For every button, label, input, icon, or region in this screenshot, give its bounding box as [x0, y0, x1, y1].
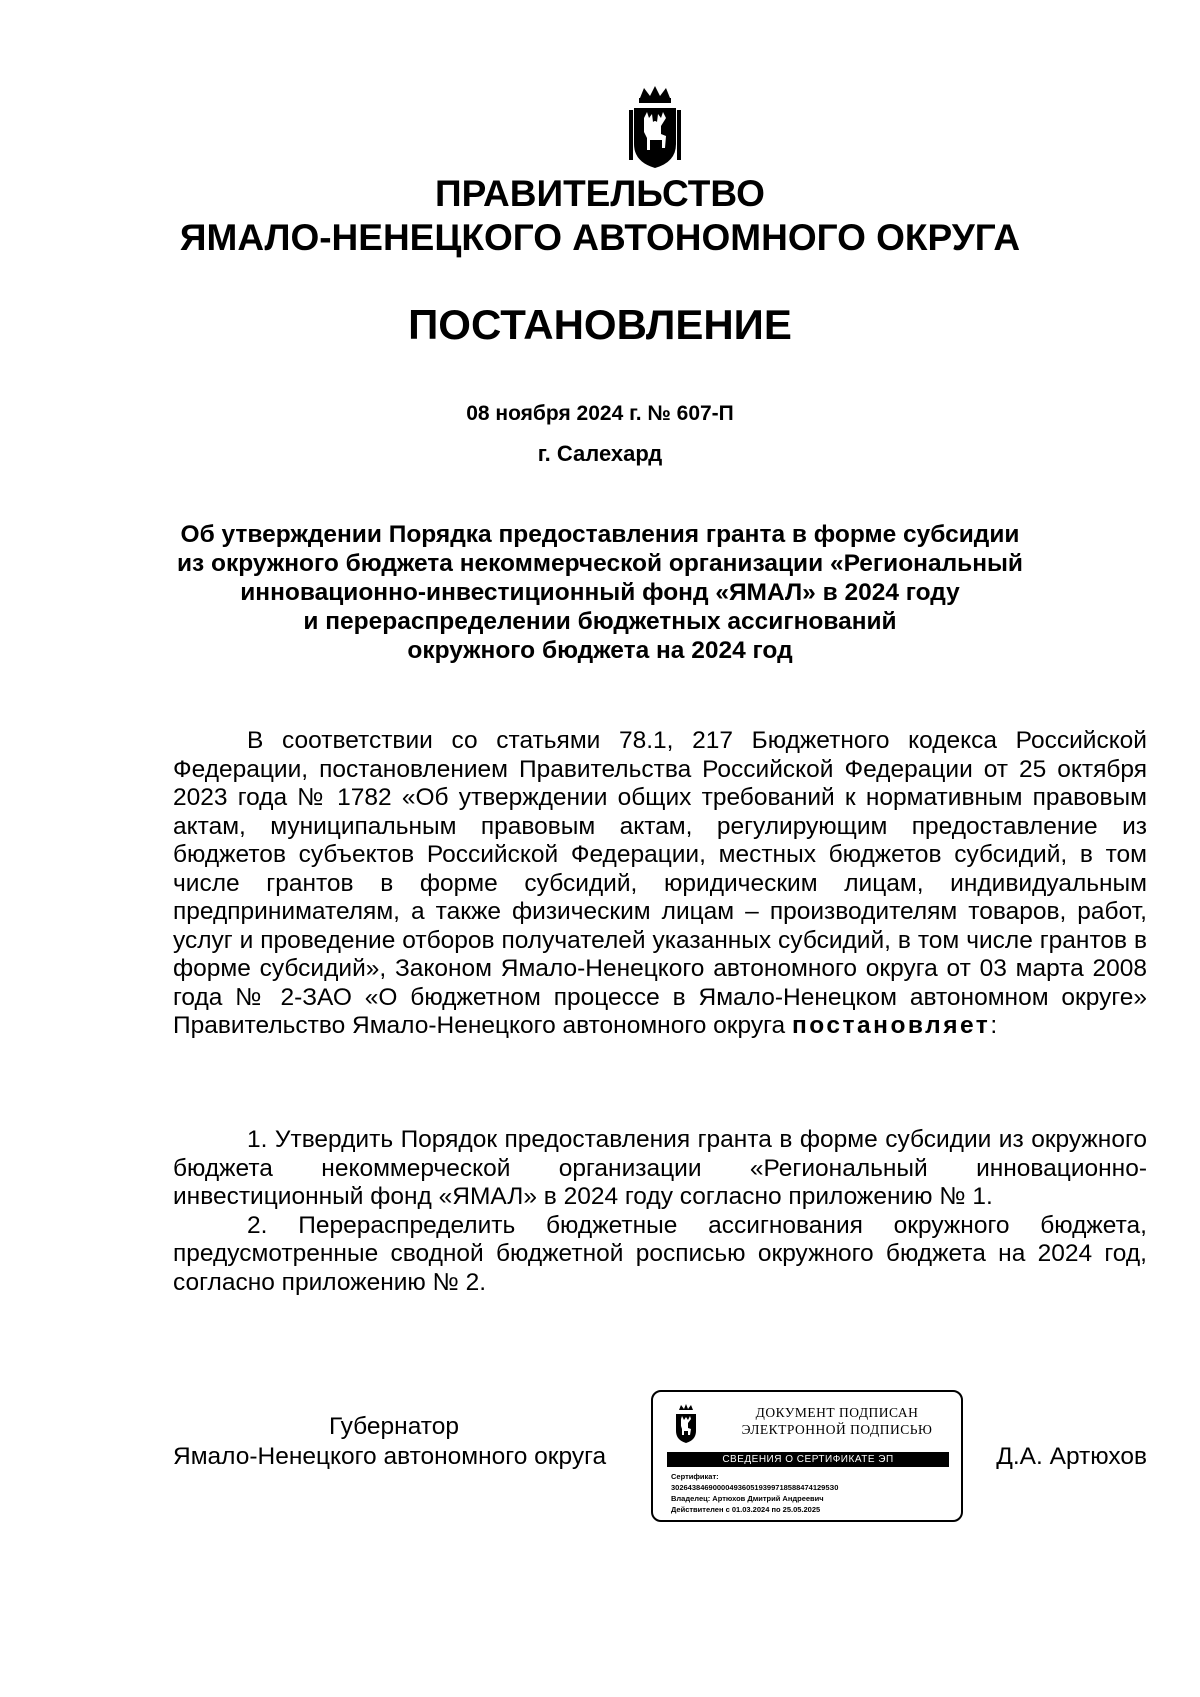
- subject-line: из окружного бюджета некоммерческой организации «Региональный: [177, 550, 1023, 577]
- certificate-label: Сертификат:: [671, 1472, 719, 1481]
- signatory-title-line1: Губернатор: [329, 1413, 459, 1440]
- preamble-text: В соответствии со статьями 78.1, 217 Бюджетного кодекса Российской Федерации, постановлением Правительства Российской Федерации от 25 октября 2023 года № 1782 «Об утверждении общих требований к нормативным правовым актам, муниципальным правовым актам, регулирующим предоставление из бюджетов субъектов Российской Федерации, местных бюджетов субсидий, в том числе грантов в форме субсидий, юридическим лицам, индивидуальным предпринимателям, а также физическим лицам – производителям товаров, работ, услуг и проведение отборов получателей указанных субсидий, в том числе грантов в форме субсидий», Законом Ямало-Ненецкого автономного округа от 03 марта 2008 года № 2-ЗАО «О бюджетном процессе в Ямало-Ненецком автономном округе» Правительство Ямало-Ненецкого автономного округа: [173, 727, 1147, 1039]
- organization-name-line1: ПРАВИТЕЛЬСТВО: [435, 173, 765, 214]
- stamp-heading: [717, 1404, 957, 1438]
- document-type: ПОСТАНОВЛЕНИЕ: [408, 301, 792, 348]
- certificate-number: 30264384690000493605193997185884741295З0: [671, 1483, 839, 1492]
- organization-name-line2: ЯМАЛО-НЕНЕЦКОГО АВТОНОМНОГО ОКРУГА: [179, 217, 1021, 258]
- certificate-details: [671, 1471, 951, 1515]
- stamp-heading-line1: ДОКУМЕНТ ПОДПИСАН: [755, 1405, 919, 1420]
- resolution-item-2: 2. Перераспределить бюджетные ассигнования окружного бюджета, предусмотренные сводной бюджетной росписью окружного бюджета на 2024 год, согласно приложению № 2.: [173, 1211, 1147, 1296]
- decree-word: постановляет: [791, 1012, 991, 1039]
- city: г. Салехард: [537, 441, 663, 466]
- electronic-signature-stamp: [651, 1390, 963, 1522]
- signatory-title-line2: Ямало-Ненецкого автономного округа: [173, 1443, 607, 1470]
- certificate-validity: Действителен с 01.03.2024 по 25.05.2025: [671, 1505, 821, 1514]
- stamp-heading-line2: ЭЛЕКТРОННОЙ ПОДПИСЬЮ: [741, 1422, 933, 1437]
- decree-colon: :: [990, 1012, 998, 1039]
- resolution-item-1: 1. Утвердить Порядок предоставления гранта в форме субсидии из окружного бюджета некоммерческой организации «Региональный инновационно-инвестиционный фонд «ЯМАЛ» в 2024 году согласно приложению № 1.: [173, 1126, 1147, 1210]
- subject-line: и перераспределении бюджетных ассигнований: [303, 608, 897, 635]
- date-and-number: 08 ноября 2024 г. № 607-П: [466, 402, 734, 425]
- subject-line: инновационно-инвестиционный фонд «ЯМАЛ» в 2024 году: [240, 579, 960, 606]
- resolution-items: [173, 1126, 1147, 1297]
- subject-line: Об утверждении Порядка предоставления гранта в форме субсидии: [180, 521, 1020, 548]
- certificate-owner: Владелец: Артюхов Дмитрий Андреевич: [671, 1494, 824, 1503]
- signatory-name: Д.А. Артюхов: [996, 1443, 1147, 1470]
- document-subject: [150, 520, 1050, 665]
- subject-line: окружного бюджета на 2024 год: [407, 637, 793, 664]
- signatory-title: [173, 1412, 606, 1472]
- preamble-paragraph: [173, 727, 1147, 1041]
- coat-of-arms-emblem: [628, 84, 682, 172]
- coat-of-arms-small-icon: [673, 1404, 699, 1444]
- certificate-info-bar: СВЕДЕНИЯ О СЕРТИФИКАТЕ ЭП: [667, 1452, 949, 1467]
